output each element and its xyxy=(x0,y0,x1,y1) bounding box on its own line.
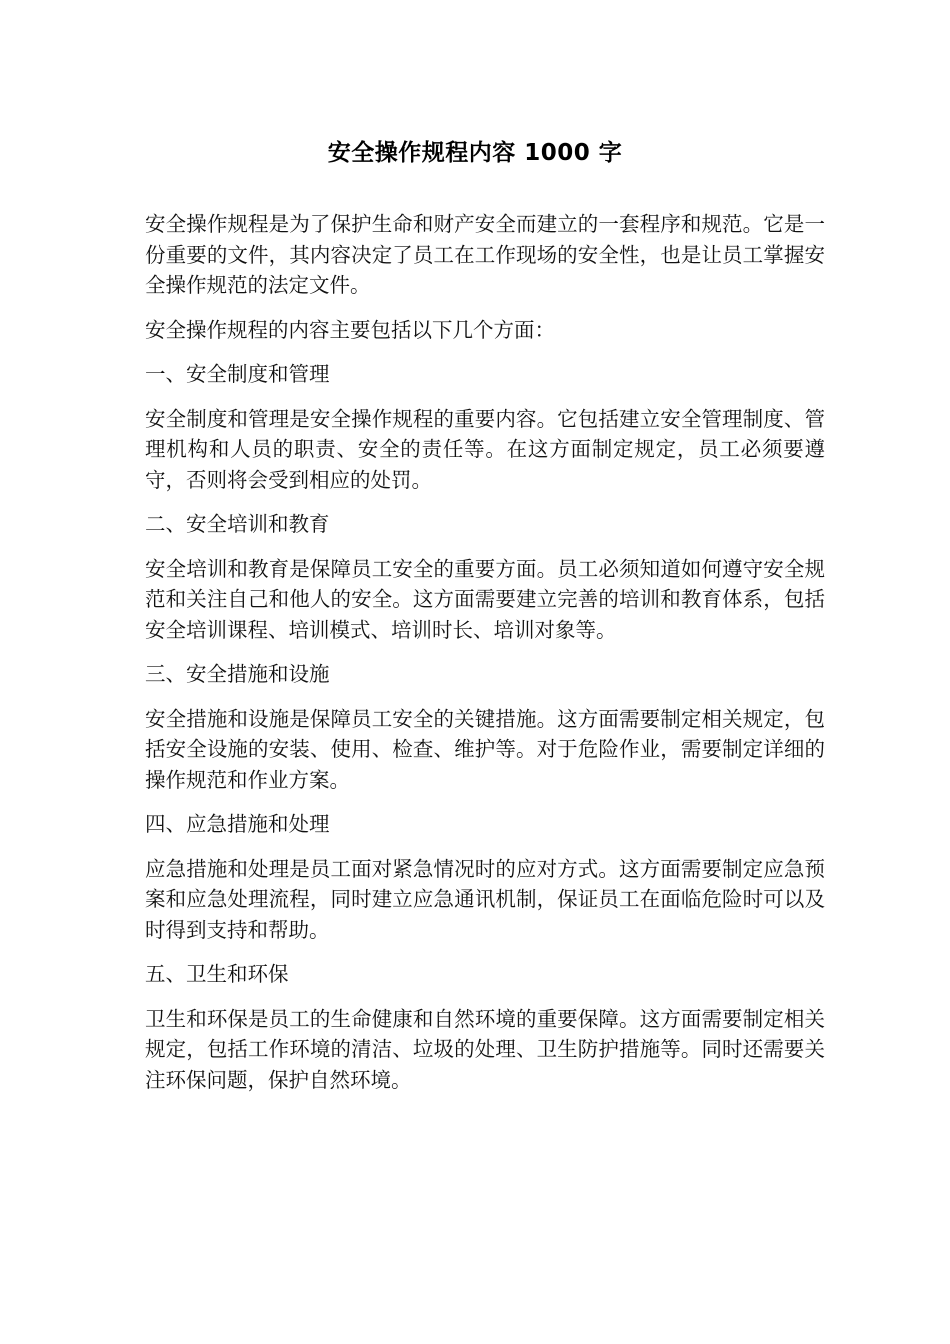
section-paragraph-1: 安全制度和管理是安全操作规程的重要内容。它包括建立安全管理制度、管理机构和人员的职责、安全的责任等。在这方面制定规定，员工必须要遵守，否则将会受到相应的处罚。 xyxy=(145,406,825,492)
section-paragraph-5: 卫生和环保是员工的生命健康和自然环境的重要保障。这方面需要制定相关规定，包括工作环境的清洁、垃圾的处理、卫生防护措施等。同时还需要关注环保问题，保护自然环境。 xyxy=(145,1006,825,1092)
section-paragraph-3: 安全措施和设施是保障员工安全的关键措施。这方面需要制定相关规定，包括安全设施的安装、使用、检查、维护等。对于危险作业，需要制定详细的操作规范和作业方案。 xyxy=(145,706,825,792)
document-body xyxy=(145,209,825,1109)
paragraph-overview: 安全操作规程的内容主要包括以下几个方面： xyxy=(145,317,555,342)
document-title: 安全操作规程内容 1000 字 xyxy=(327,140,623,166)
section-heading-3: 三、安全措施和设施 xyxy=(145,662,330,686)
section-heading-2: 二、安全培训和教育 xyxy=(145,512,330,536)
section-heading-1: 一、安全制度和管理 xyxy=(145,362,330,386)
section-paragraph-2: 安全培训和教育是保障员工安全的重要方面。员工必须知道如何遵守安全规范和关注自己和他人的安全。这方面需要建立完善的培训和教育体系，包括安全培训课程、培训模式、培训时长、培训对象等。 xyxy=(145,556,825,642)
section-heading-5: 五、卫生和环保 xyxy=(145,962,289,986)
section-paragraph-4: 应急措施和处理是员工面对紧急情况时的应对方式。这方面需要制定应急预案和应急处理流程，同时建立应急通讯机制，保证员工在面临危险时可以及时得到支持和帮助。 xyxy=(145,856,825,942)
paragraph-intro: 安全操作规程是为了保护生命和财产安全而建立的一套程序和规范。它是一份重要的文件，其内容决定了员工在工作现场的安全性，也是让员工掌握安全操作规范的法定文件。 xyxy=(145,212,825,297)
section-heading-4: 四、应急措施和处理 xyxy=(145,812,330,836)
